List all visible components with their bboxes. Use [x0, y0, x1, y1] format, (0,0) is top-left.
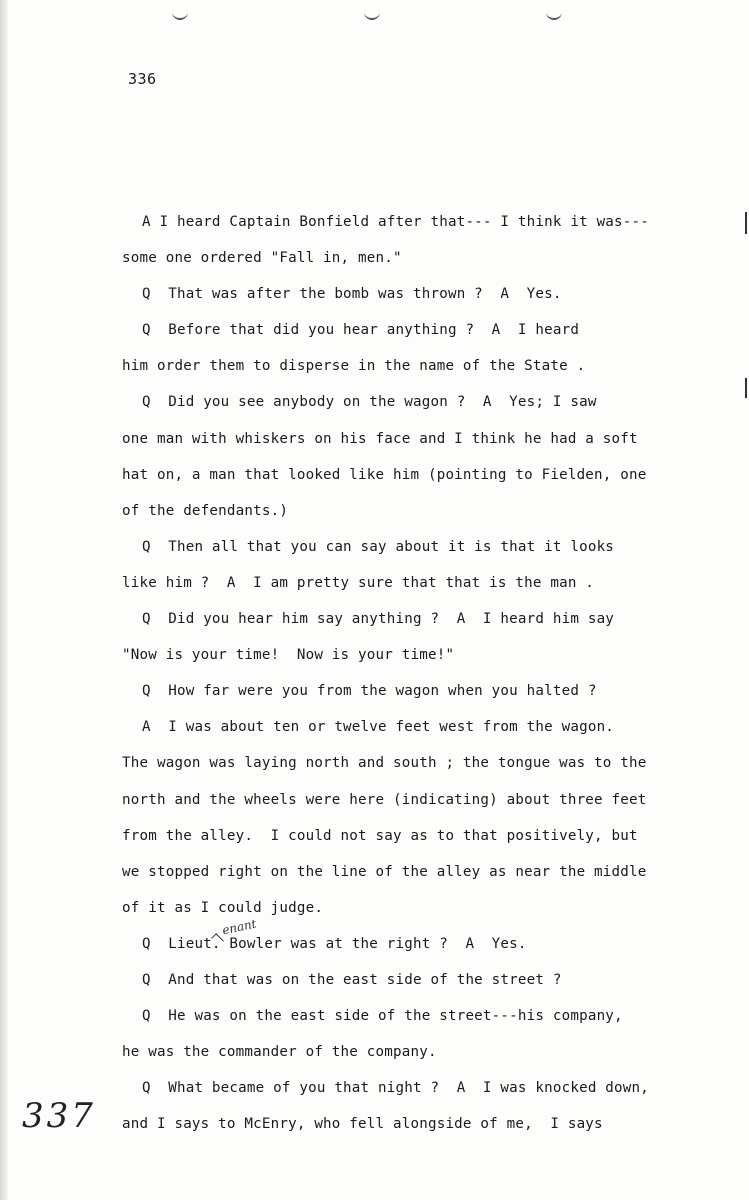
- text-line: of it as I could judge.: [122, 899, 324, 916]
- text-line: he was the commander of the company.: [122, 1044, 437, 1061]
- transcript-body: [122, 208, 702, 1146]
- handwritten-insertion: enant: [220, 916, 258, 938]
- text-line: Q Did you see anybody on the wagon ? A Yes; I saw: [142, 394, 597, 411]
- text-line: hat on, a man that looked like him (pointing to Fielden, one: [122, 466, 647, 483]
- text-line: some one ordered "Fall in, men.": [122, 250, 402, 267]
- text-line: Q Did you hear him say anything ? A I heard him say: [142, 611, 615, 628]
- punch-mark: [364, 10, 380, 20]
- margin-mark: [745, 378, 747, 398]
- text-line: like him ? A I am pretty sure that that is the man .: [122, 574, 595, 591]
- margin-mark: [745, 212, 747, 234]
- text-line: Q How far were you from the wagon when you halted ?: [142, 683, 597, 700]
- text-line: A I heard Captain Bonfield after that--- I think it was---: [142, 214, 650, 230]
- text-line: Q That was after the bomb was thrown ? A Yes.: [142, 286, 562, 303]
- text-line: Q What became of you that night ? A I was knocked down,: [142, 1080, 650, 1097]
- text-line: The wagon was laying north and south ; the tongue was to the: [122, 755, 647, 772]
- text-line: north and the wheels were here (indicating) about three feet: [122, 791, 647, 808]
- punch-mark: [546, 10, 562, 20]
- text-line: "Now is your time! Now is your time!": [122, 647, 455, 664]
- punch-mark: [172, 10, 188, 20]
- page-number: 336: [128, 70, 157, 88]
- text-line: and I says to McEnry, who fell alongside of me, I says: [122, 1116, 603, 1133]
- text-line: one man with whiskers on his face and I think he had a soft: [122, 430, 638, 447]
- text-line: Q Before that did you hear anything ? A I heard: [142, 322, 580, 339]
- binding-edge: [0, 0, 8, 1200]
- text-line: Q Then all that you can say about it is that it looks: [142, 538, 615, 555]
- handwritten-page-number: 337: [22, 1096, 96, 1136]
- text-line: Q He was on the east side of the street---his company,: [142, 1008, 623, 1025]
- text-line: Q And that was on the east side of the street ?: [142, 971, 562, 988]
- text-line: of the defendants.): [122, 502, 289, 519]
- text-line: Q Lieut. Bowler was at the right ? A Yes.: [142, 935, 527, 952]
- text-line: from the alley. I could not say as to that positively, but: [122, 827, 638, 844]
- text-line: him order them to disperse in the name of the State .: [122, 358, 586, 375]
- text-line: A I was about ten or twelve feet west from the wagon.: [142, 719, 615, 736]
- text-line: we stopped right on the line of the alley as near the middle: [122, 863, 647, 880]
